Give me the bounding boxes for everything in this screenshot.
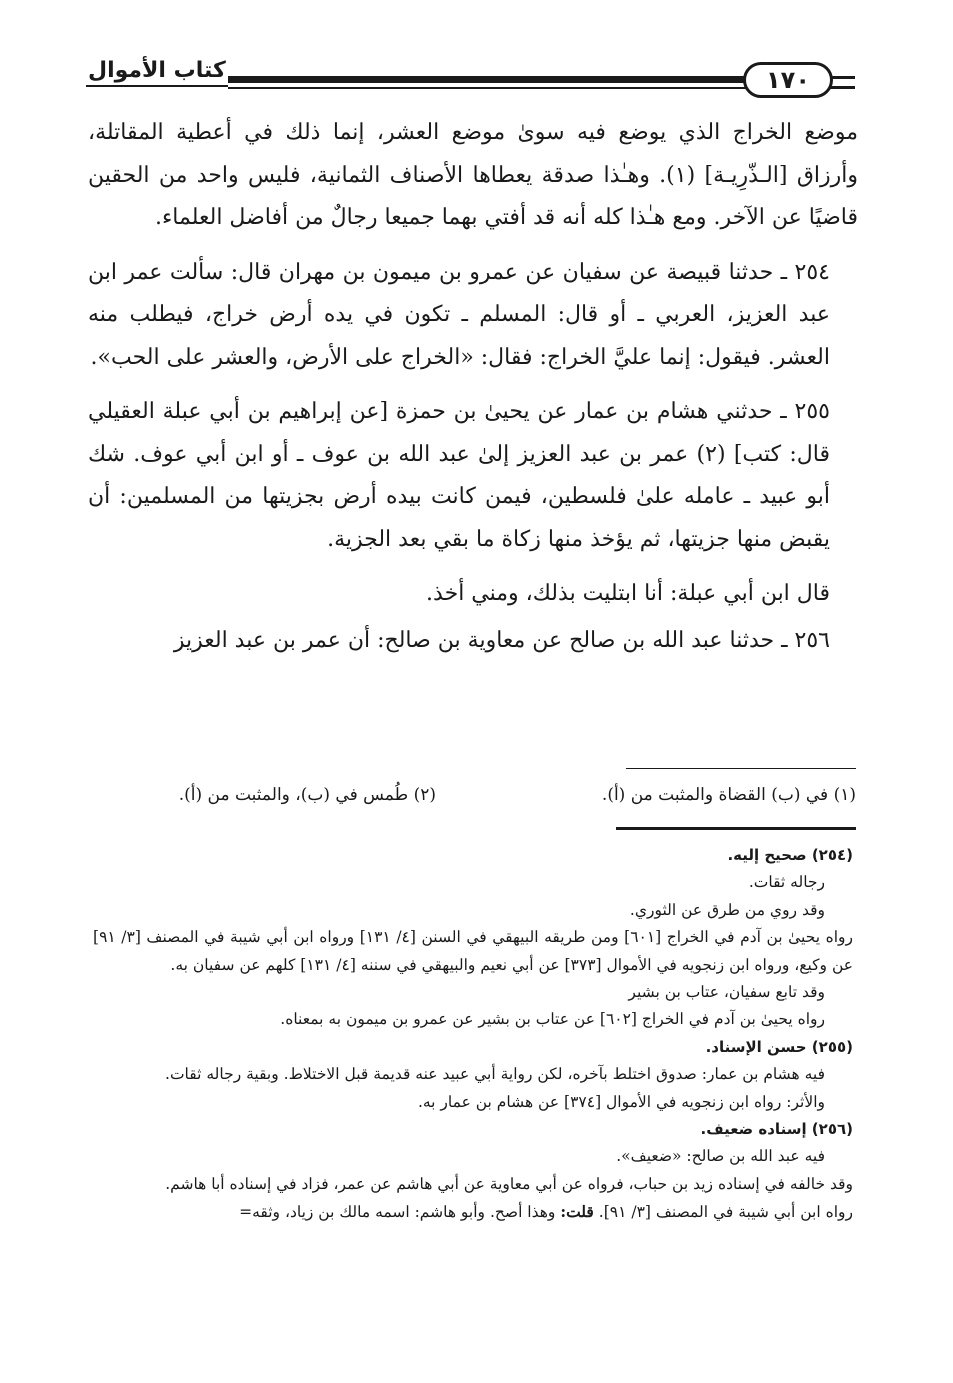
- takhrij-line: وقد خالفه في إسناده زيد بن حباب، فرواه عن أبي معاوية عن أبي هاشم عن عمر، فزاد في إسناده أبا هاشم.: [165, 1174, 853, 1193]
- main-text: [88, 112, 858, 674]
- takhrij-line: وقد تابع سفيان، عتاب بن بشير: [628, 983, 825, 1002]
- paragraph-254: ٢٥٤ ـ حدثنا قبيصة عن سفيان عن عمرو بن ميمون بن مهران قال: سألت عمر ابن عبد العزيز، العربي ـ أو قال: المسلم ـ تكون في يده أرض خراج، فيطلب منه العشر. فيقول: إنما عليَّ الخراج: فقال: «الخراج على الأرض، والعشر على الحب».: [88, 259, 830, 370]
- takhrij-segment: وهذا أصح. وأبو هاشم: اسمه مالك بن زياد، وثقه=: [239, 1203, 556, 1222]
- takhrij-heading-255: (٢٥٥) حسن الإسناد.: [705, 1037, 853, 1056]
- takhrij-line: فيه هشام بن عمار: صدوق اختلط بآخره، لكن رواية أبي عبيد عنه قديمة قبل الاختلاط. وبقية رجاله ثقات.: [165, 1065, 825, 1084]
- header-rule: [228, 76, 747, 83]
- header-rule-thin: [228, 87, 747, 89]
- takhrij-line: رواه يحيىٰ بن آدم في الخراج [٦٠١] ومن طريقه البيهقي في السنن [٤/ ١٣١] ورواه ابن أبي شيبة في المصنف [٣/ ٩١] عن وكيع، ورواه ابن زنجويه في الأموال [٣٧٣] عن أبي نعيم والبيهقي في سننه [٤/ ١٣١] كلهم عن سفيان به.: [93, 928, 853, 974]
- page-number: ١٧٠: [743, 62, 833, 98]
- takhrij-qultu: قلت:: [560, 1202, 594, 1222]
- footnote-1: (١) في (ب) القضاة والمثبت من (أ).: [601, 785, 856, 805]
- paragraph-256: ٢٥٦ ـ حدثنا عبد الله بن صالح عن معاوية بن صالح: أن عمر بن عبد العزيز: [173, 627, 830, 653]
- takhrij-line: [93, 1198, 853, 1226]
- takhrij-line: وقد روي من طرق عن الثوري.: [629, 900, 825, 919]
- takhrij-heading-256: (٢٥٦) إسناده ضعيف.: [700, 1120, 853, 1139]
- takhrij-heading-254: (٢٥٤) صحيح إليه.: [727, 846, 853, 864]
- running-title: كتاب الأموال: [86, 58, 228, 87]
- takhrij-line: رواه يحيىٰ بن آدم في الخراج [٦٠٢] عن عتاب بن بشير عن عمرو بن ميمون به بمعناه.: [280, 1010, 825, 1029]
- footnote-2: (٢) طُمس في (ب)، والمثبت من (أ).: [178, 785, 436, 805]
- takhrij-notes: [93, 842, 853, 1227]
- page-header: [80, 52, 855, 100]
- takhrij-separator: [616, 827, 856, 830]
- takhrij-line: فيه عبد الله بن صالح: «ضعيف».: [616, 1147, 825, 1166]
- takhrij-segment: رواه ابن أبي شيبة في المصنف [٣/ ٩١].: [598, 1203, 853, 1222]
- paragraph-continuation: موضع الخراج الذي يوضع فيه سوىٰ موضع العشر، إنما ذلك في أعطية المقاتلة، وأرزاق [الـذّرِيـة] (١). وهـٰذا صدقة يعطاها الأصناف الثمانية، فليس واحد من الحقين قاضيًا عن الآخر. ومع هـٰذا كله أنه قد أفتي بهما جميعا رجالٌ من أفاضل العلماء.: [88, 120, 858, 230]
- paragraph-ibn-abi-abla: قال ابن أبي عبلة: أنا ابتليت بذلك، ومني أخذ.: [426, 581, 830, 606]
- paragraph-255: ٢٥٥ ـ حدثني هشام بن عمار عن يحيىٰ بن حمزة [عن إبراهيم بن أبي عبلة العقيلي قال: كتب] (٢) عمر بن عبد العزيز إلىٰ عبد الله بن عوف ـ أو ابن أبي عوف. شك أبو عبيد ـ عامله علىٰ فلسطين، فيمن كانت بيده أرض بجزيتها من المسلمين: أن يقبض منها جزيتها، ثم يؤخذ منها زكاة ما بقي بعد الجزية.: [88, 399, 831, 552]
- takhrij-line: رجاله ثقات.: [748, 873, 825, 892]
- takhrij-line: والأثر: رواه ابن زنجويه في الأموال [٣٧٤] عن هشام بن عمار به.: [417, 1092, 825, 1111]
- footnotes: [96, 778, 856, 812]
- footnote-separator: [626, 768, 856, 769]
